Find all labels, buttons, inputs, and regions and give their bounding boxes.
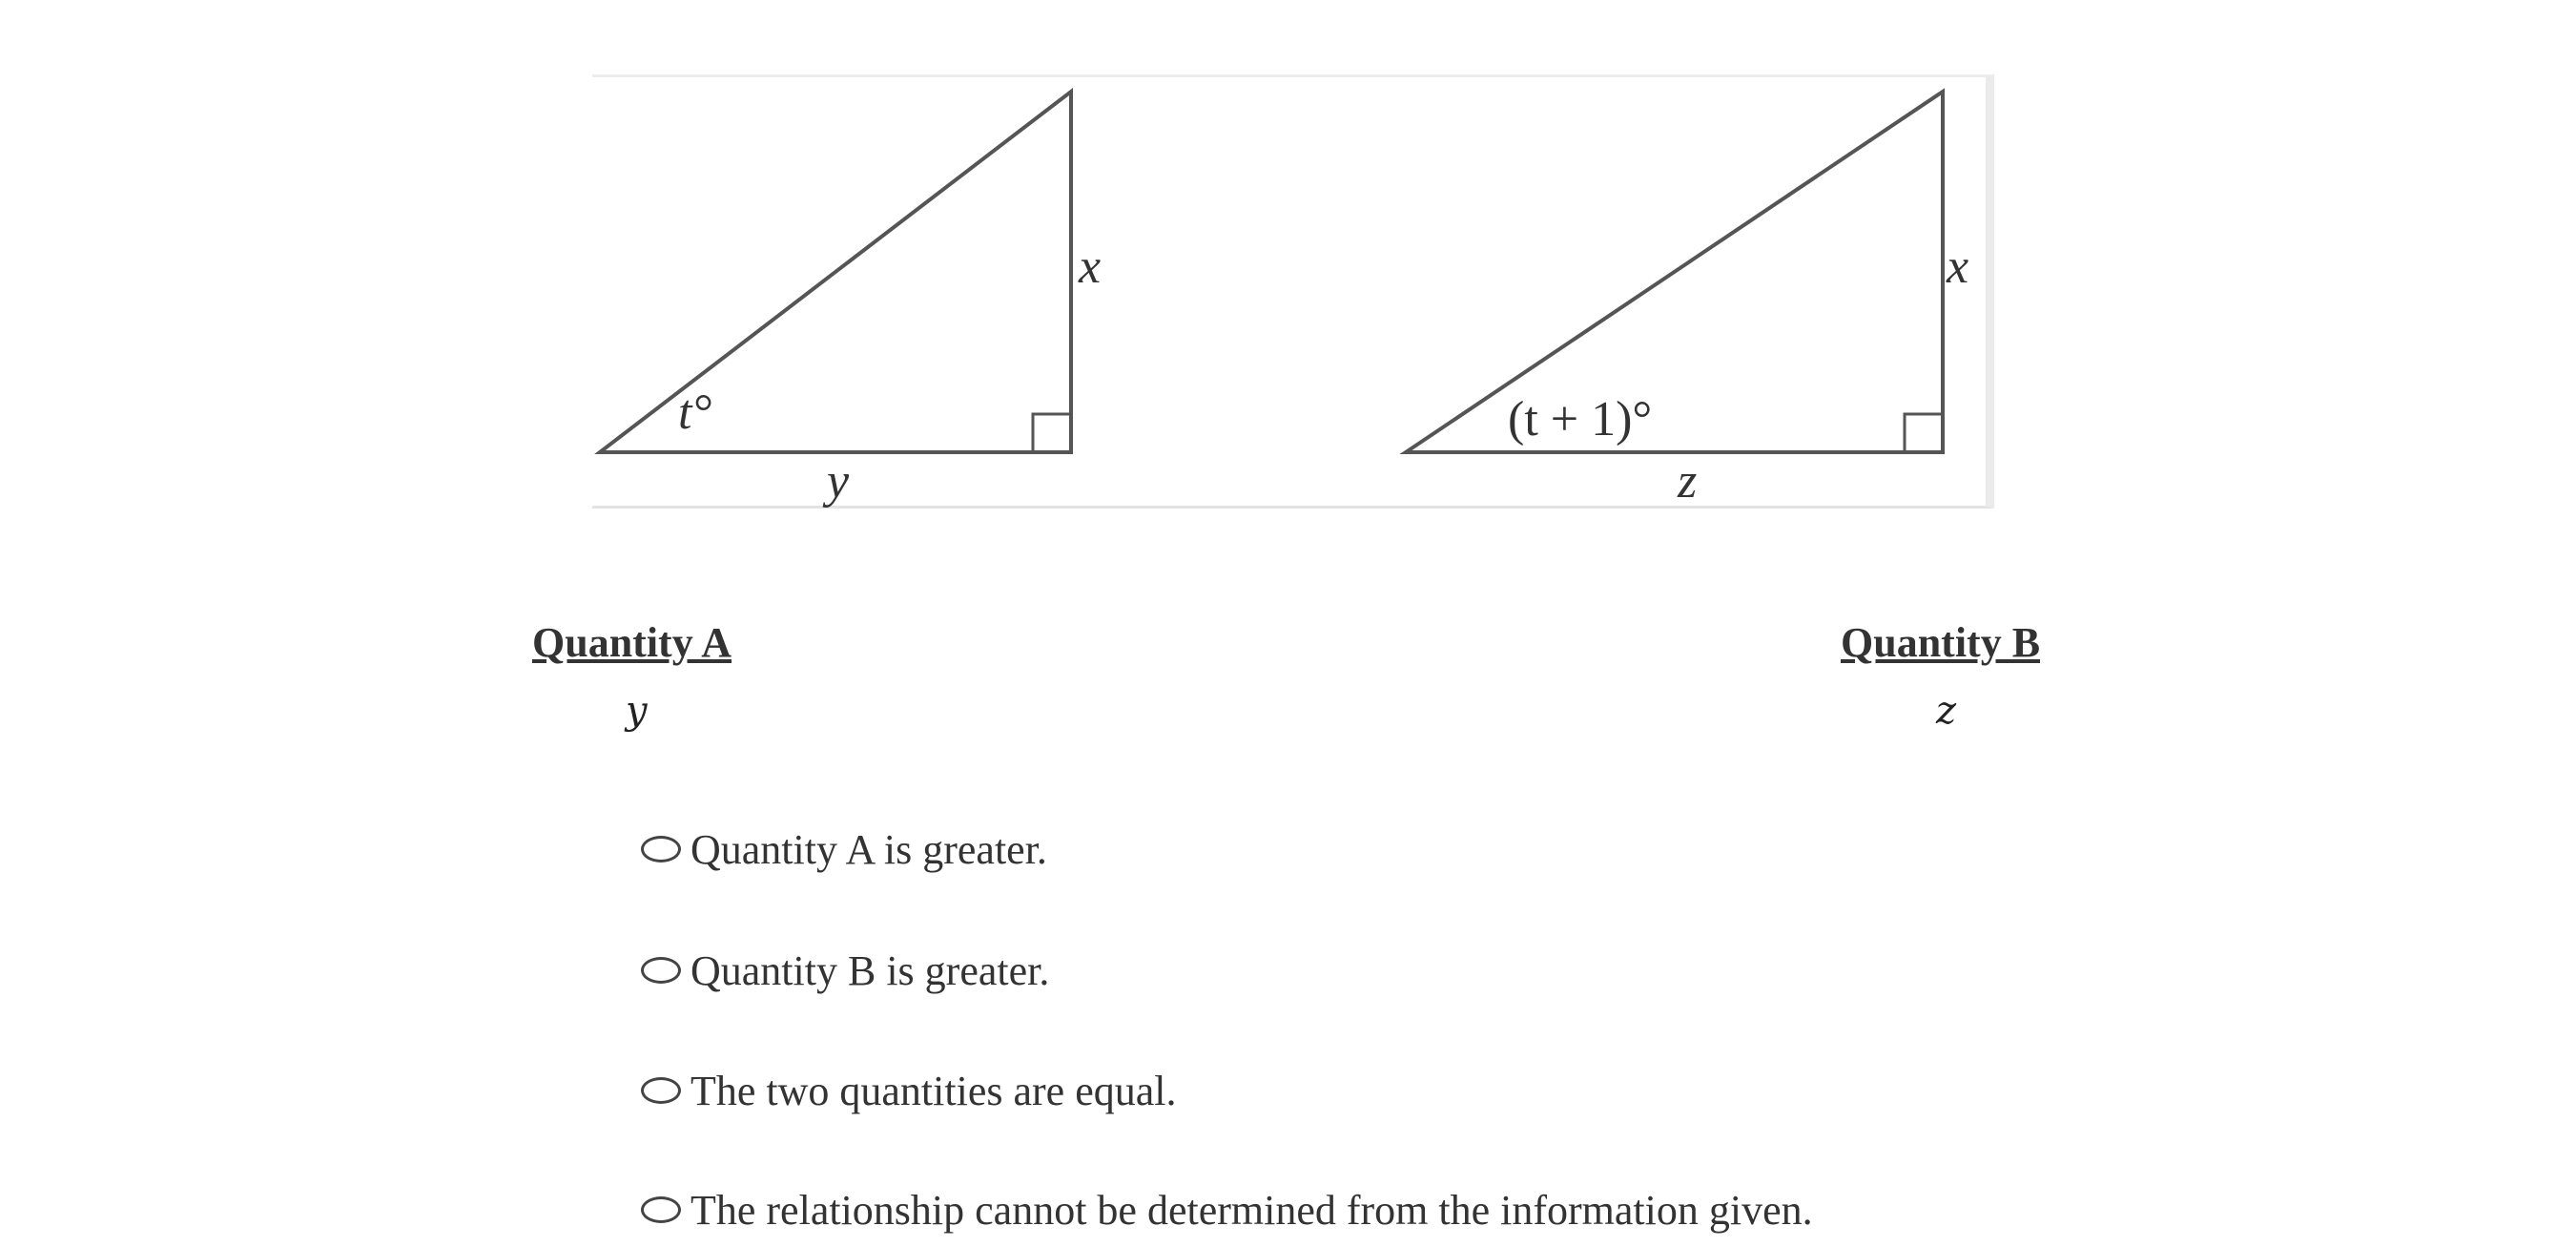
left-angle-label: t° — [678, 385, 712, 440]
right-right-angle-marker — [1905, 414, 1943, 452]
quantity-b-value: z — [1936, 689, 1957, 733]
triangles-diagram — [592, 77, 1994, 511]
answer-option-label: Quantity A is greater. — [690, 825, 1047, 873]
answer-option-label: The relationship cannot be determined from the information given. — [690, 1186, 1813, 1234]
left-right-angle-marker — [1033, 414, 1071, 452]
radio-button[interactable] — [641, 1196, 681, 1223]
quantity-b-header: Quantity B — [1841, 619, 2041, 666]
left-triangle — [600, 92, 1101, 509]
answer-option-cannot-determine[interactable] — [641, 1181, 1813, 1238]
left-vertical-side-label: x — [1079, 239, 1102, 294]
answer-option-label: The two quantities are equal. — [690, 1067, 1177, 1114]
right-base-label: z — [1678, 454, 1698, 509]
answer-option-b-greater[interactable] — [641, 942, 1049, 999]
answer-option-a-greater[interactable] — [641, 821, 1047, 878]
answer-option-equal[interactable] — [641, 1062, 1176, 1119]
answer-option-label: Quantity B is greater. — [690, 946, 1050, 994]
radio-button[interactable] — [641, 957, 681, 984]
left-base-label: y — [827, 454, 850, 509]
radio-button[interactable] — [641, 1077, 681, 1104]
quantity-a-value: y — [626, 689, 648, 733]
right-triangle-outline — [1406, 92, 1943, 452]
right-angle-label: (t + 1)° — [1508, 392, 1653, 447]
radio-button[interactable] — [641, 836, 681, 863]
left-triangle-outline — [600, 92, 1071, 452]
triangles-figure — [592, 74, 1994, 509]
quantity-a-header: Quantity A — [532, 619, 732, 666]
right-triangle — [1406, 92, 1968, 509]
right-vertical-side-label: x — [1947, 239, 1969, 294]
